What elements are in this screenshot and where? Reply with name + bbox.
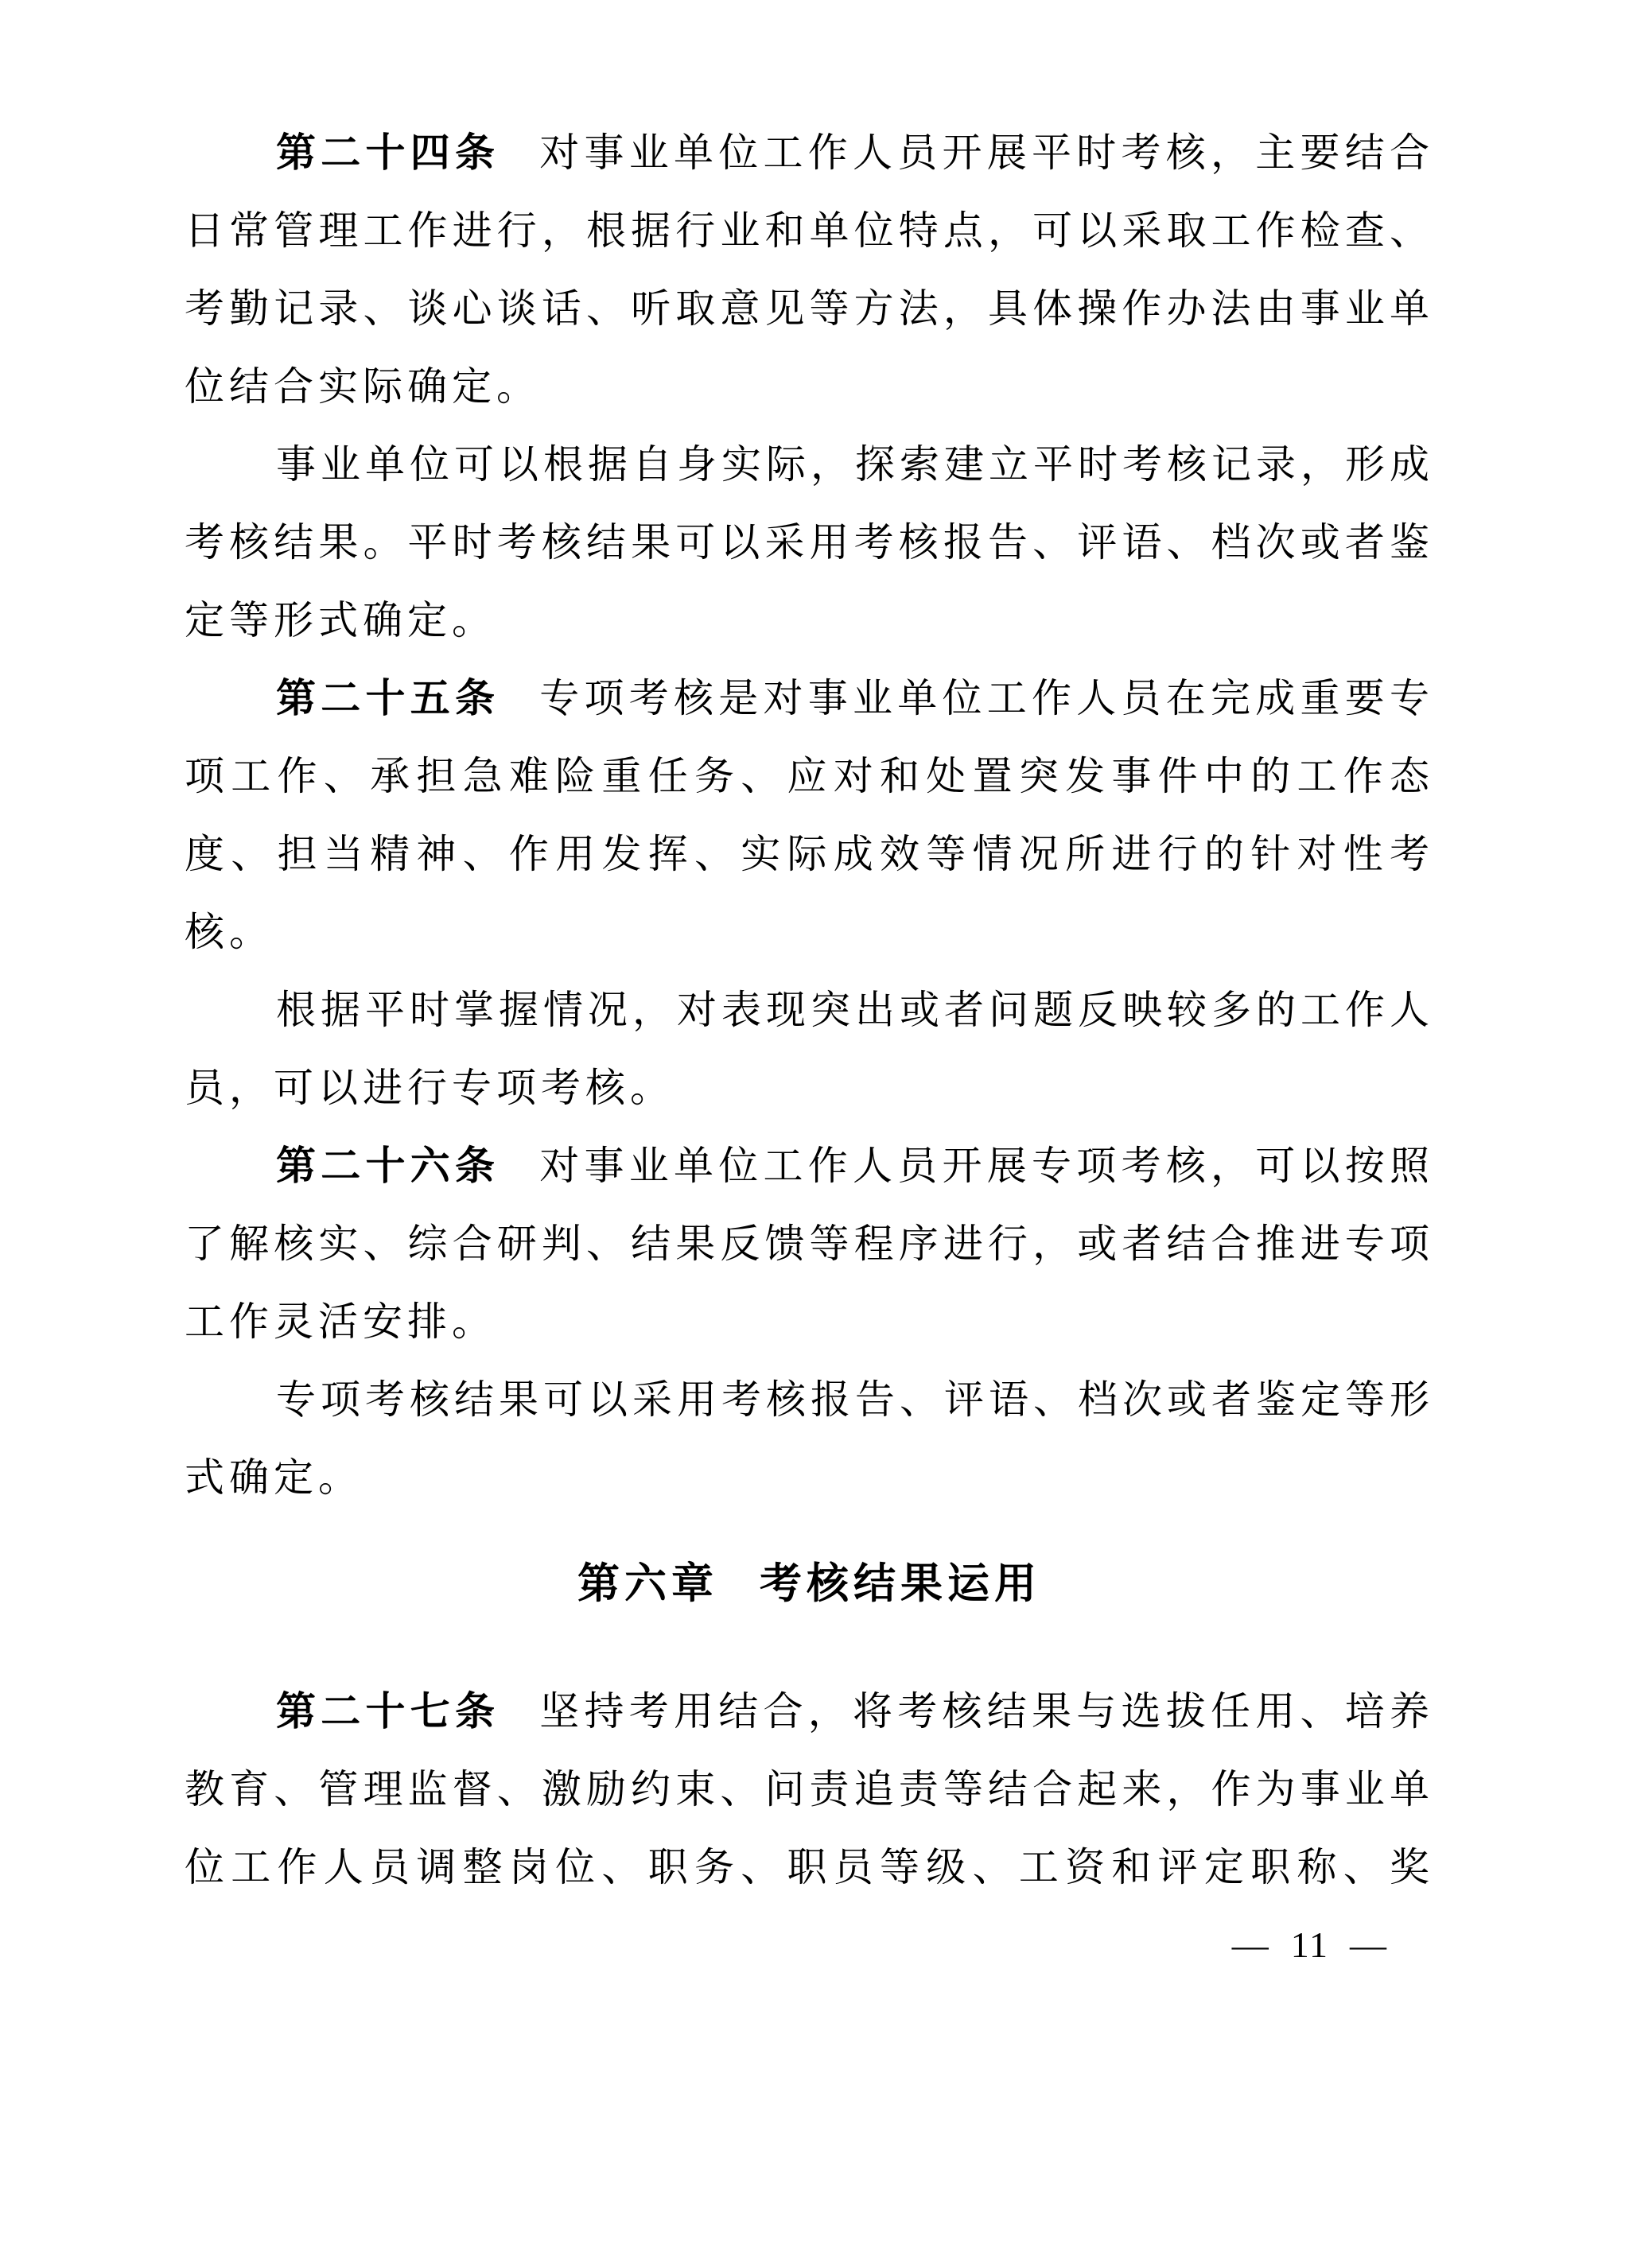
text-line: 第二十六条 对事业单位工作人员开展专项考核，可以按照 [276,1144,1434,1188]
page-number-left-dash: — [1231,1924,1270,1965]
chapter-number: 第六章 [577,1560,718,1607]
chapter-title: 考核结果运用 [760,1560,1041,1607]
text-line: 日常管理工作进行，根据行业和单位特点，可以采取工作检查、 [185,208,1434,253]
text-line: 定等形式确定。 [185,598,496,643]
article-number: 第二十六条 [276,1144,500,1188]
text-line: 考核结果。平时考核结果可以采用考核报告、评语、档次或者鉴 [185,520,1434,565]
text-line: 项工作、承担急难险重任务、应对和处置突发事件中的工作态 [185,754,1434,798]
text-line: 第二十七条 坚持考用结合，将考核结果与选拔任用、培养 [276,1689,1434,1734]
text-line: 工作灵活安排。 [185,1299,496,1344]
article-number: 第二十五条 [276,676,500,720]
text-line: 考勤记录、谈心谈话、听取意见等方法，具体操作办法由事业单 [185,286,1434,331]
text-line: 式确定。 [185,1455,363,1500]
text-line: 教育、管理监督、激励约束、问责追责等结合起来，作为事业单 [185,1767,1434,1812]
document-body [185,114,1434,1984]
text-line: 第二十四条 对事业单位工作人员开展平时考核，主要结合 [276,130,1434,175]
text-line: 度、担当精神、作用发挥、实际成效等情况所进行的针对性考 [185,832,1434,876]
text-line: 核。 [185,910,274,954]
text-line: 第二十五条 专项考核是对事业单位工作人员在完成重要专 [276,676,1434,720]
text-line: 根据平时掌握情况，对表现突出或者问题反映较多的工作人 [276,988,1434,1032]
text-line: 位结合实际确定。 [185,364,541,409]
chapter-heading [185,1545,1434,1623]
article-number: 第二十四条 [276,130,500,175]
text-line: 专项考核结果可以采用考核报告、评语、档次或者鉴定等形 [276,1377,1434,1422]
page-number-row [185,1906,1434,1984]
text-line: 员，可以进行专项考核。 [185,1066,675,1110]
text-line: 位工作人员调整岗位、职务、职员等级、工资和评定职称、奖 [185,1845,1434,1889]
page-number-right-dash: — [1350,1924,1388,1965]
text-line: 事业单位可以根据自身实际，探索建立平时考核记录，形成 [276,442,1434,487]
article-number: 第二十七条 [276,1689,500,1734]
text-line: 了解核实、综合研判、结果反馈等程序进行，或者结合推进专项 [185,1221,1434,1266]
page-number: 11 [1290,1924,1329,1965]
